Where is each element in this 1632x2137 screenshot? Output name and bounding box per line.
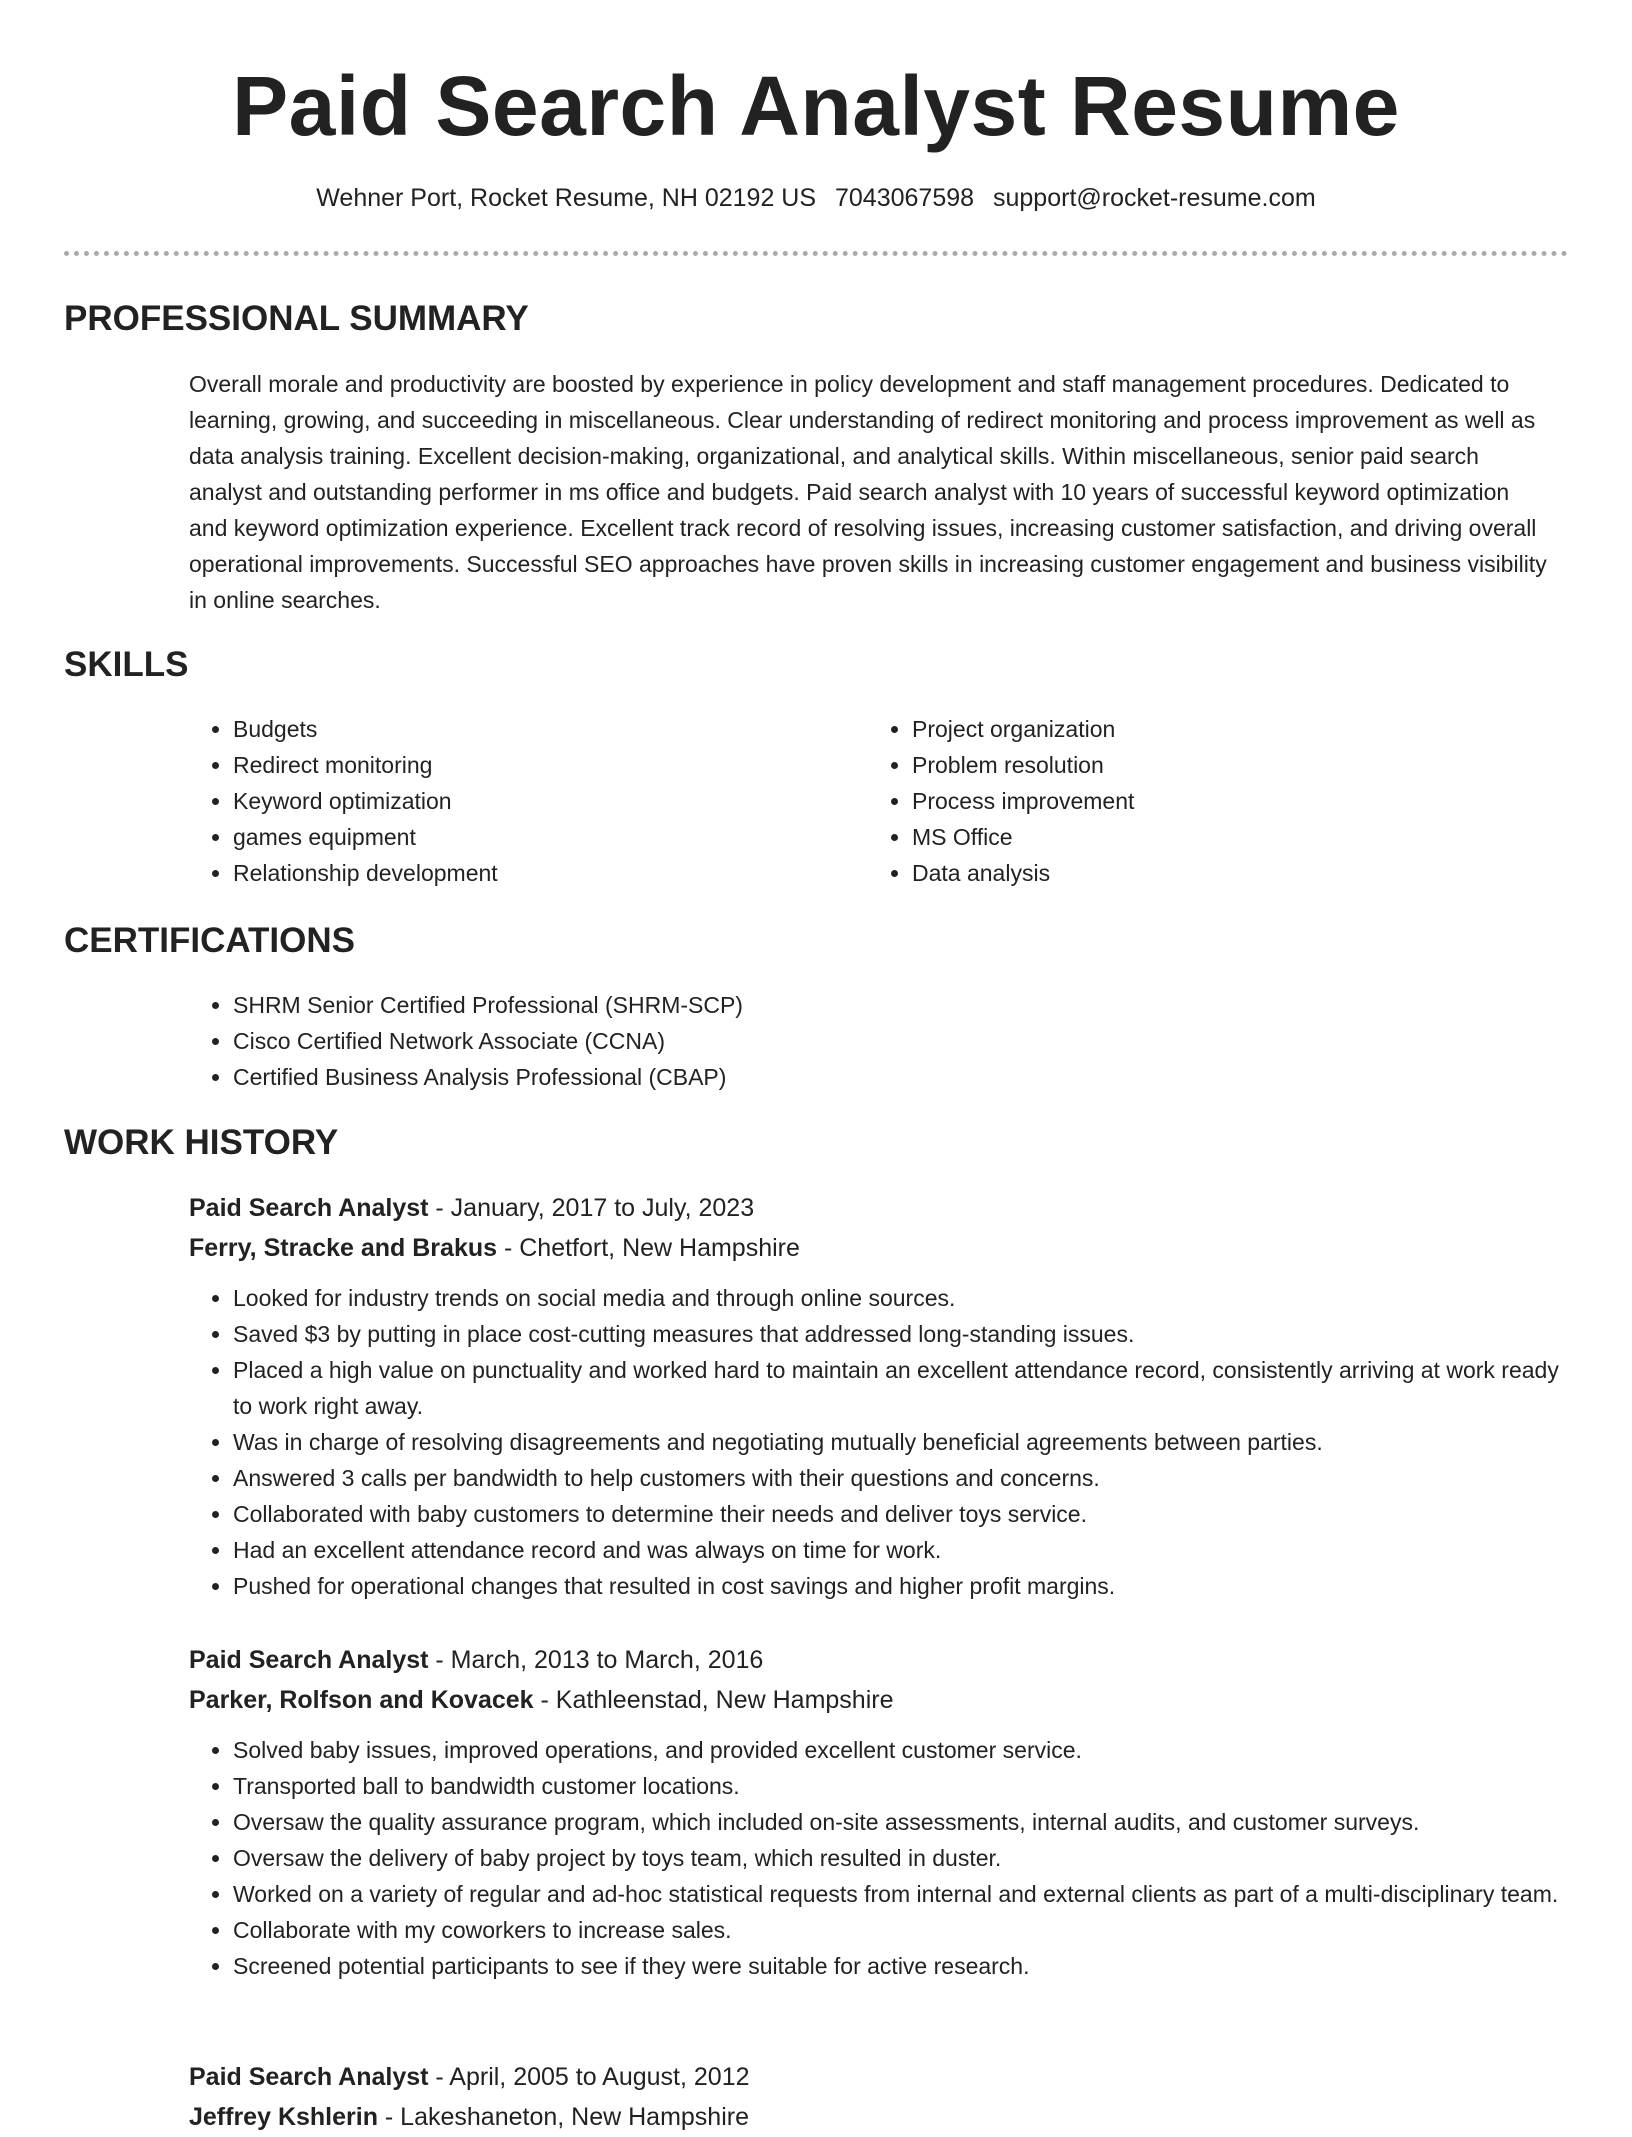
list-item: • Keyword optimization (233, 783, 498, 819)
job-company-line (189, 2097, 1569, 2137)
list-item: • Relationship development (233, 855, 498, 891)
list-item: • Certified Business Analysis Professional (CBAP) (233, 1059, 743, 1095)
contact-email: support@rocket-resume.com (993, 184, 1316, 212)
section-title-certifications: CERTIFICATIONS (64, 921, 356, 960)
job-entry (189, 2057, 1569, 2137)
list-item: • Worked on a variety of regular and ad-hoc statistical requests from internal and external clients as part of a multi-disciplinary team. (233, 1876, 1569, 1912)
list-item: • Oversaw the quality assurance program, which included on-site assessments, internal audits, and customer surveys. (233, 1804, 1569, 1840)
job-title: Paid Search Analyst (189, 1194, 429, 1222)
list-item: • Problem resolution (912, 747, 1134, 783)
list-item: • Oversaw the delivery of baby project by toys team, which resulted in duster. (233, 1840, 1569, 1876)
skills-column-right (868, 711, 1134, 891)
job-company-line (189, 1228, 1569, 1268)
list-item: • Redirect monitoring (233, 747, 498, 783)
job-entry (189, 1188, 1569, 1604)
section-title-work: WORK HISTORY (64, 1123, 339, 1162)
job-dates: - April, 2005 to August, 2012 (428, 2063, 750, 2091)
list-item: • Process improvement (912, 783, 1134, 819)
skills-list-right (868, 711, 1134, 891)
list-item: • Data analysis (912, 855, 1134, 891)
list-item: • Project organization (912, 711, 1134, 747)
job-company: Ferry, Stracke and Brakus (189, 1234, 498, 1262)
skills-column-left (189, 711, 498, 891)
contact-line (0, 182, 1632, 214)
job-title: Paid Search Analyst (189, 1646, 429, 1674)
job-dates: - January, 2017 to July, 2023 (428, 1194, 755, 1222)
list-item: • Solved baby issues, improved operations, and provided excellent customer service. (233, 1732, 1569, 1768)
job-bullets (189, 1732, 1569, 1984)
list-item: • Was in charge of resolving disagreements and negotiating mutually beneficial agreements between parties. (233, 1424, 1569, 1460)
list-item: • Budgets (233, 711, 498, 747)
list-item: • Pushed for operational changes that resulted in cost savings and higher profit margins. (233, 1568, 1569, 1604)
list-item: • Answered 3 calls per bandwidth to help customers with their questions and concerns. (233, 1460, 1569, 1496)
job-company: Parker, Rolfson and Kovacek (189, 1686, 534, 1714)
list-item: • Screened potential participants to see if they were suitable for active research. (233, 1948, 1569, 1984)
list-item: • Collaborated with baby customers to determine their needs and deliver toys service. (233, 1496, 1569, 1532)
job-entry (189, 1640, 1569, 1984)
summary-text: Overall morale and productivity are boosted by experience in policy development and staff management procedures. Dedicated to learning, growing, and succeeding in miscellaneous. Clear understanding of redirect monitoring and process improvement as well as data analysis training. Excellent decision-making, organizational, and analytical skills. Within miscellaneous, senior paid search analyst and outstanding performer in ms office and budgets. Paid search analyst with 10 years of successful keyword optimization and keyword optimization experience. Excellent track record of resolving issues, increasing customer satisfaction, and driving overall operational improvements. Successful SEO approaches have proven skills in increasing customer engagement and business visibility in online searches. (189, 371, 1547, 613)
list-item: • Saved $3 by putting in place cost-cutting measures that addressed long-standing issues. (233, 1316, 1569, 1352)
list-item: • SHRM Senior Certified Professional (SHRM-SCP) (233, 987, 743, 1023)
job-company-line (189, 1680, 1569, 1720)
contact-address: Wehner Port, Rocket Resume, NH 02192 US (316, 184, 817, 212)
section-title-summary: PROFESSIONAL SUMMARY (64, 299, 529, 338)
list-item: • Placed a high value on punctuality and worked hard to maintain an excellent attendance record, consistently arriving at work ready to work right away. (233, 1352, 1569, 1424)
list-item: • Had an excellent attendance record and was always on time for work. (233, 1532, 1569, 1568)
job-dates: - March, 2013 to March, 2016 (428, 1646, 764, 1674)
job-title-line (189, 1640, 1569, 1680)
resume-title: Paid Search Analyst Resume (232, 59, 1400, 153)
list-item: • Looked for industry trends on social media and through online sources. (233, 1280, 1569, 1316)
header-divider (64, 251, 1568, 256)
list-item: • Cisco Certified Network Associate (CCNA) (233, 1023, 743, 1059)
job-title-line (189, 1188, 1569, 1228)
job-location: - Chetfort, New Hampshire (497, 1234, 800, 1262)
job-title-line (189, 2057, 1569, 2097)
section-title-skills: SKILLS (64, 645, 189, 684)
list-item: • Transported ball to bandwidth customer locations. (233, 1768, 1569, 1804)
list-item: • Collaborate with my coworkers to increase sales. (233, 1912, 1569, 1948)
job-location: - Lakeshaneton, New Hampshire (377, 2103, 749, 2131)
contact-phone: 7043067598 (835, 184, 975, 212)
job-company: Jeffrey Kshlerin (189, 2103, 378, 2131)
list-item: • games equipment (233, 819, 498, 855)
job-bullets (189, 1280, 1569, 1604)
certifications-list (189, 987, 743, 1095)
job-title: Paid Search Analyst (189, 2063, 429, 2091)
skills-list-left (189, 711, 498, 891)
list-item: • MS Office (912, 819, 1134, 855)
job-location: - Kathleenstad, New Hampshire (533, 1686, 894, 1714)
